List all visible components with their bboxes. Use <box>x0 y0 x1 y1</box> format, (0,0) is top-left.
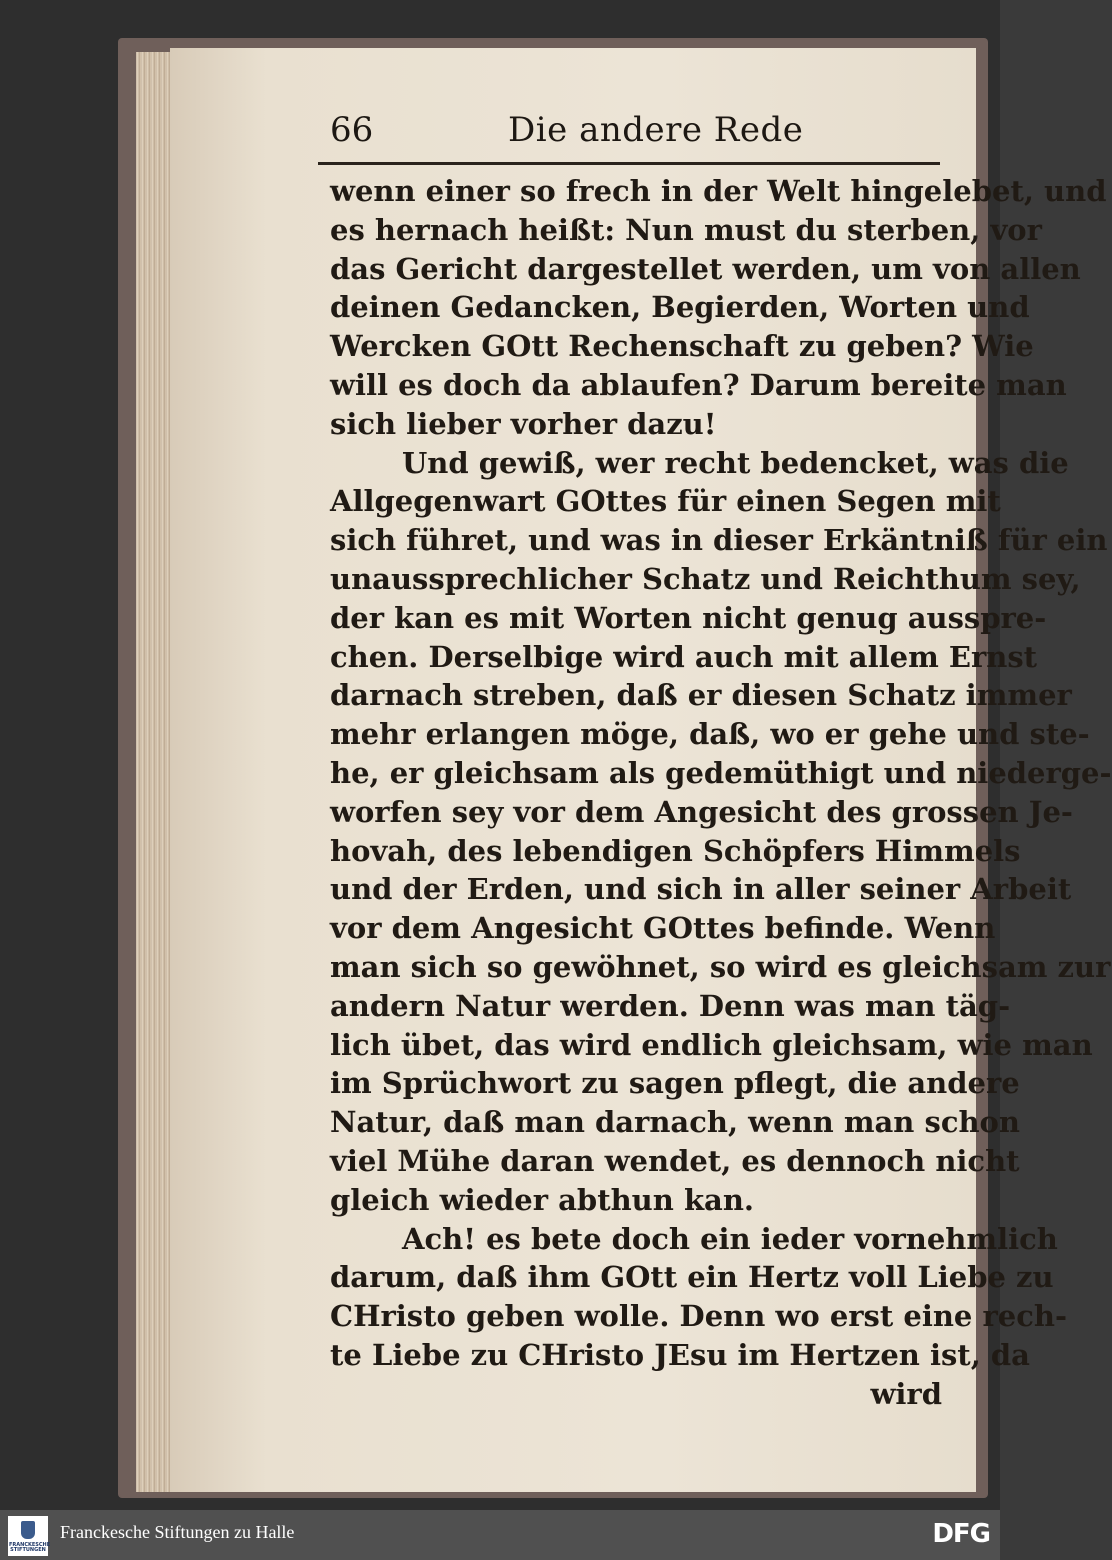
franckesche-stiftungen-logo[interactable] <box>8 1516 51 1556</box>
text-line: hovah, des lebendigen Schöpfers Himmels <box>330 833 1021 868</box>
text-line: darum, daß ihm GOtt ein Hertz voll Liebe zu <box>330 1260 1054 1295</box>
page-header <box>330 110 940 158</box>
text-line: viel Mühe daran wendet, es dennoch nicht <box>330 1143 1020 1178</box>
text-line: sich lieber vorher dazu! <box>330 406 717 441</box>
text-line: CHristo geben wolle. Denn wo erst eine rech- <box>330 1299 1067 1334</box>
text-line: Allgegenwart GOttes für einen Segen mit <box>330 484 1001 519</box>
text-line: das Gericht dargestellet werden, um von allen <box>330 251 1081 286</box>
text-line: gleich wieder abthun kan. <box>330 1182 755 1217</box>
running-head: Die andere Rede <box>508 110 804 150</box>
text-line: Wercken GOtt Rechenschaft zu geben? Wie <box>330 329 1034 364</box>
page-number: 66 <box>330 110 374 150</box>
logo-text-top: FRANCKESCHE <box>9 1542 51 1548</box>
dfg-logo[interactable]: DFG <box>932 1519 990 1549</box>
text-line: und der Erden, und sich in aller seiner Arbeit <box>330 872 1072 907</box>
crest-icon <box>21 1521 35 1539</box>
text-line: Und gewiß, wer recht bedencket, was die <box>402 445 1069 480</box>
logo-text <box>9 1542 51 1553</box>
text-line: will es doch da ablaufen? Darum bereite man <box>330 367 1067 402</box>
text-line: unaussprechlicher Schatz und Reichthum sey, <box>330 561 1081 596</box>
header-rule <box>318 162 940 165</box>
text-line: im Sprüchwort zu sagen pflegt, die andere <box>330 1066 1020 1101</box>
text-line: sich führet, und was in dieser Erkäntniß für ein <box>330 523 1108 558</box>
text-line: vor dem Angesicht GOttes befinde. Wenn <box>330 911 996 946</box>
text-line: man sich so gewöhnet, so wird es gleichsam zur <box>330 949 1111 984</box>
text-line: wenn einer so frech in der Welt hingelebet, und <box>330 174 1107 208</box>
catchword: wird <box>870 1376 942 1411</box>
text-line: andern Natur werden. Denn was man täg- <box>330 988 1011 1023</box>
text-line: chen. Derselbige wird auch mit allem Ernst <box>330 639 1038 674</box>
text-line: mehr erlangen möge, daß, wo er gehe und ste- <box>330 717 1090 752</box>
text-line: worfen sey vor dem Angesicht des grossen Je- <box>330 794 1073 829</box>
text-line: he, er gleichsam als gedemüthigt und niederge- <box>330 755 1112 790</box>
logo-text-bottom: STIFTUNGEN <box>10 1547 46 1553</box>
text-line: darnach streben, daß er diesen Schatz immer <box>330 678 1072 713</box>
body-text <box>330 172 1112 1414</box>
institution-name[interactable]: Franckesche Stiftungen zu Halle <box>60 1522 295 1542</box>
text-line: te Liebe zu CHristo JEsu im Hertzen ist, da <box>330 1337 1030 1372</box>
text-line: lich übet, das wird endlich gleichsam, wie man <box>330 1027 1093 1062</box>
text-line: Ach! es bete doch ein ieder vornehmlich <box>402 1221 1058 1256</box>
text-line: deinen Gedancken, Begierden, Worten und <box>330 290 1030 325</box>
viewer-footer <box>0 1510 1000 1560</box>
text-line: der kan es mit Worten nicht genug ausspre- <box>330 600 1047 635</box>
text-line: es hernach heißt: Nun must du sterben, vor <box>330 212 1042 247</box>
text-line: Natur, daß man darnach, wenn man schon <box>330 1105 1020 1140</box>
